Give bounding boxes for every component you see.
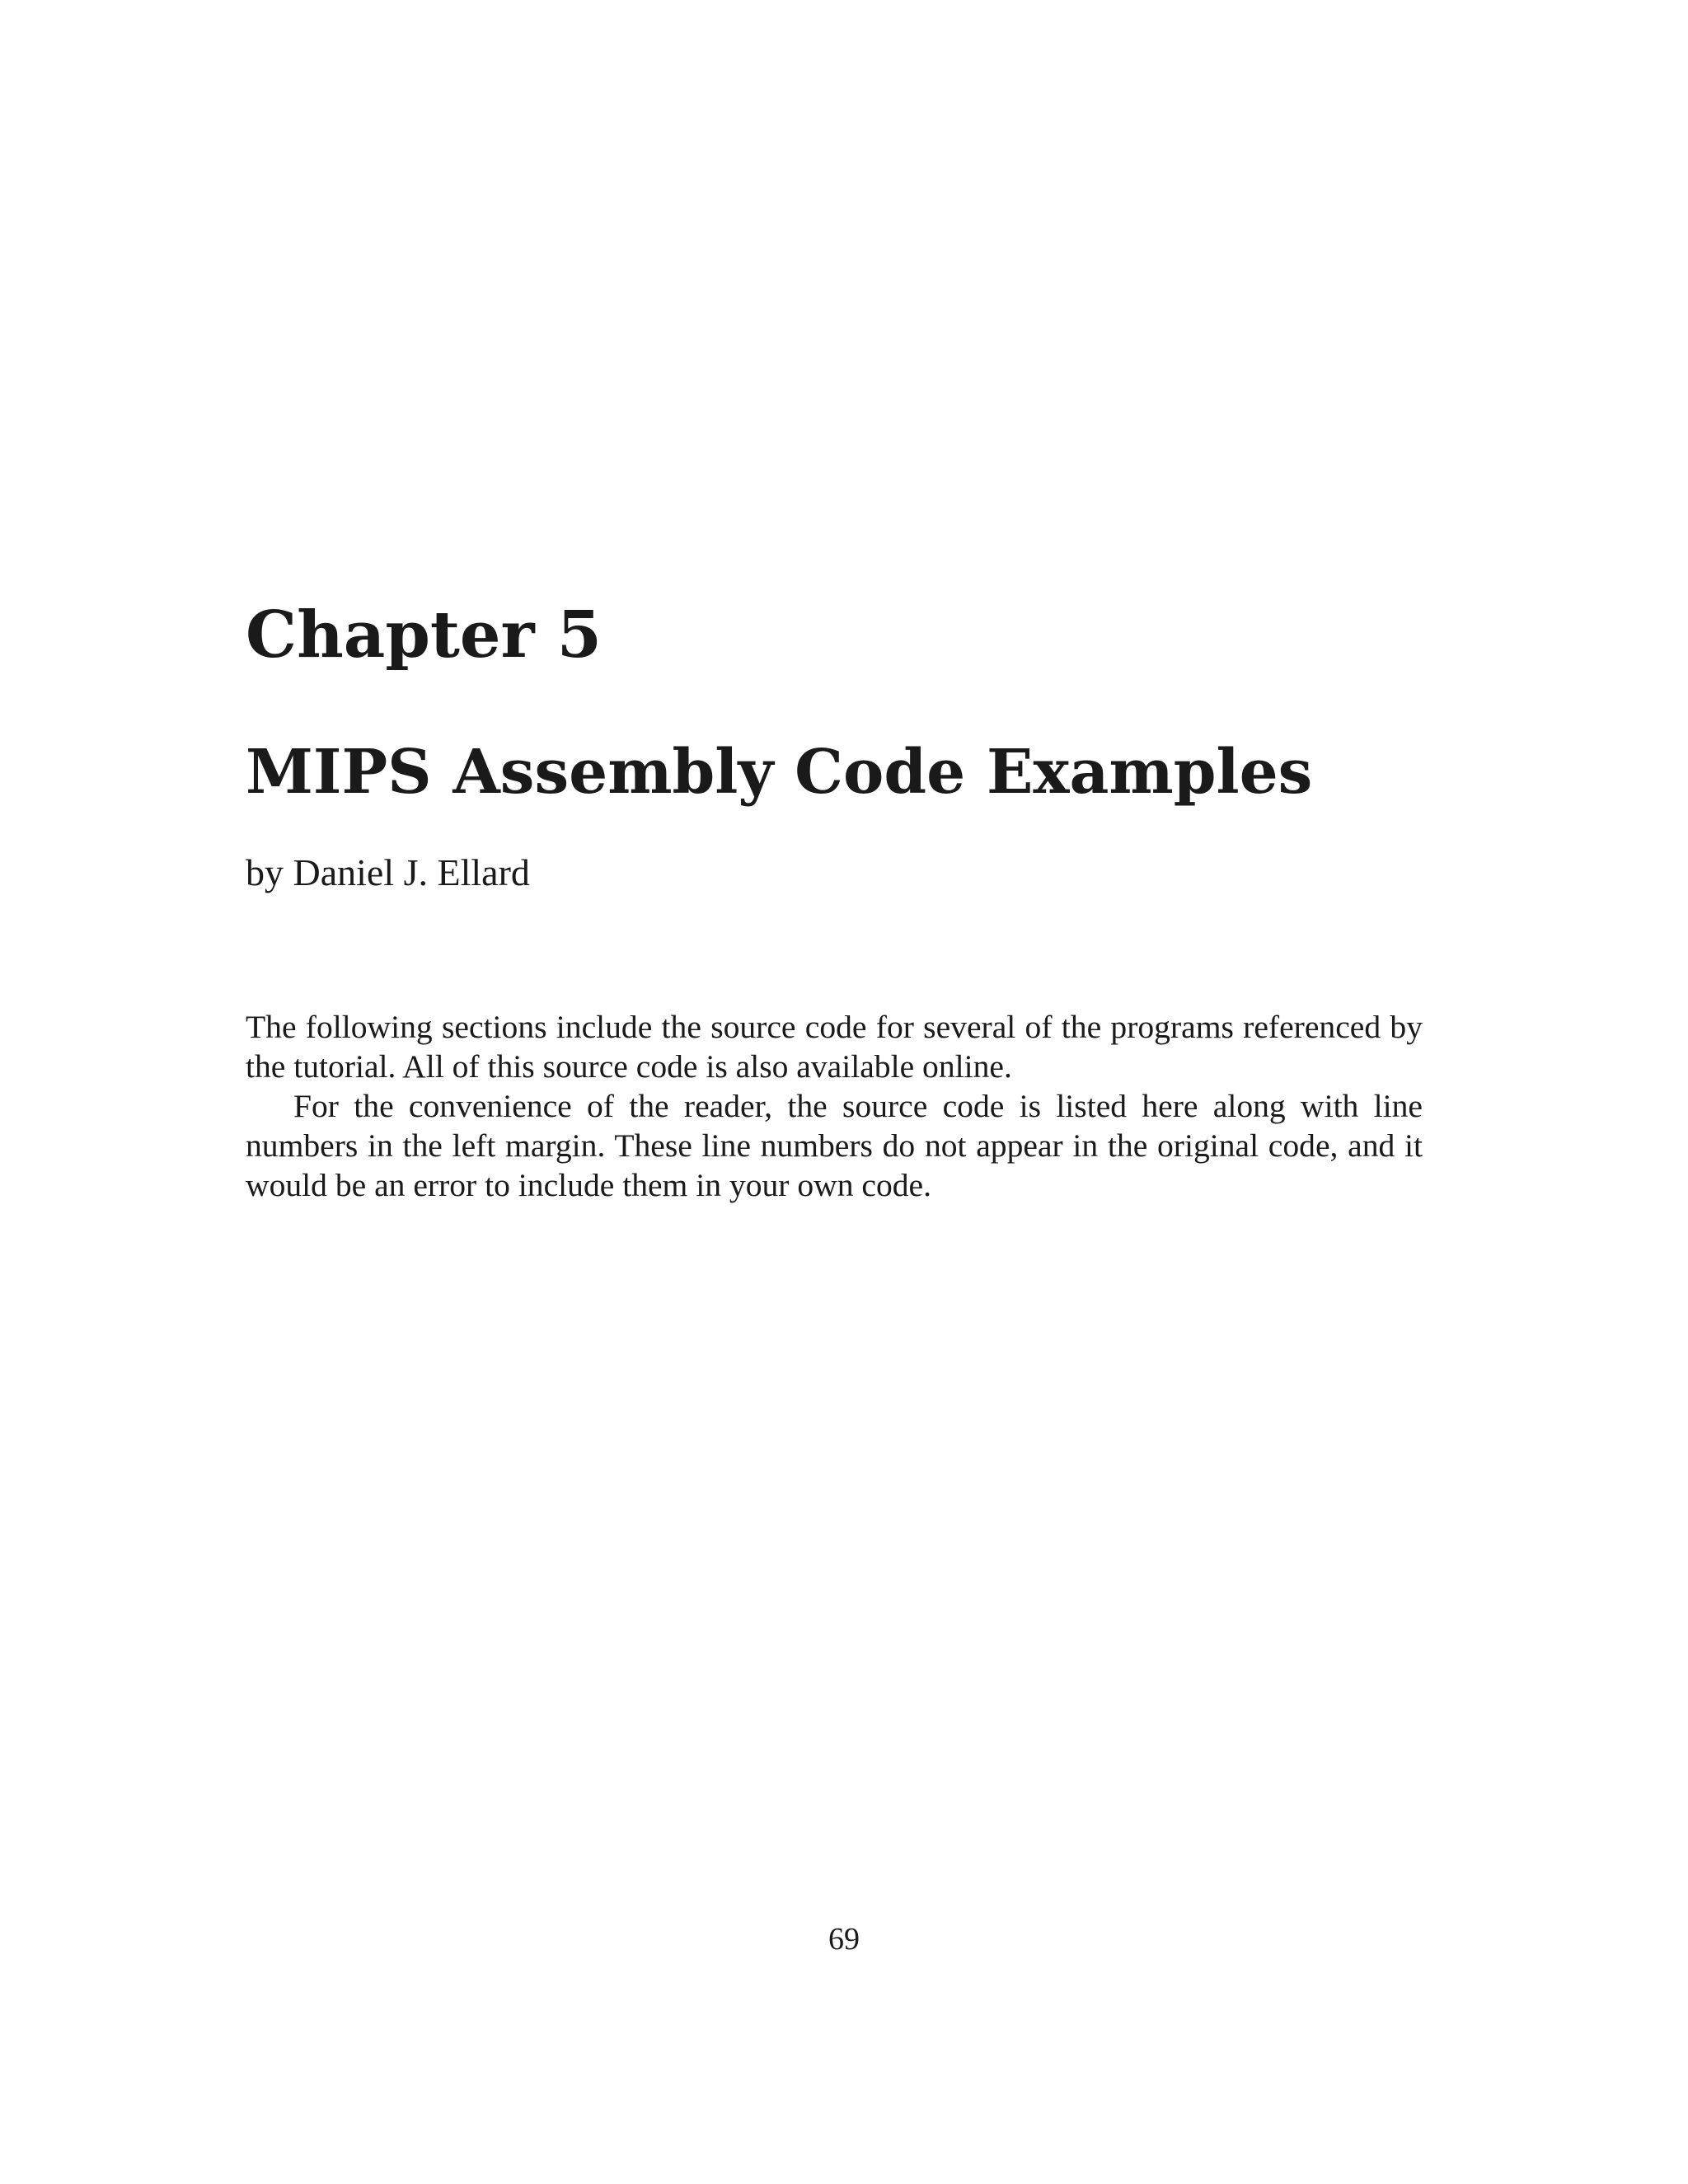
paragraph-line-numbers: For the convenience of the reader, the source code is listed here along with line numbers in the left margin. These line numbers do not appear in the original code, and it would be an error to include them in your own code. (246, 1088, 1423, 1203)
author-byline: by Daniel J. Ellard (246, 851, 530, 893)
chapter-label: Chapter 5 (246, 598, 603, 673)
chapter-title: MIPS Assembly Code Examples (246, 737, 1313, 808)
paragraph-intro: The following sections include the source code for several of the programs referenced by the tutorial. All of this source code is also available online. (246, 1009, 1423, 1085)
page-number: 69 (828, 1922, 860, 1957)
body-text (246, 1007, 1423, 1205)
